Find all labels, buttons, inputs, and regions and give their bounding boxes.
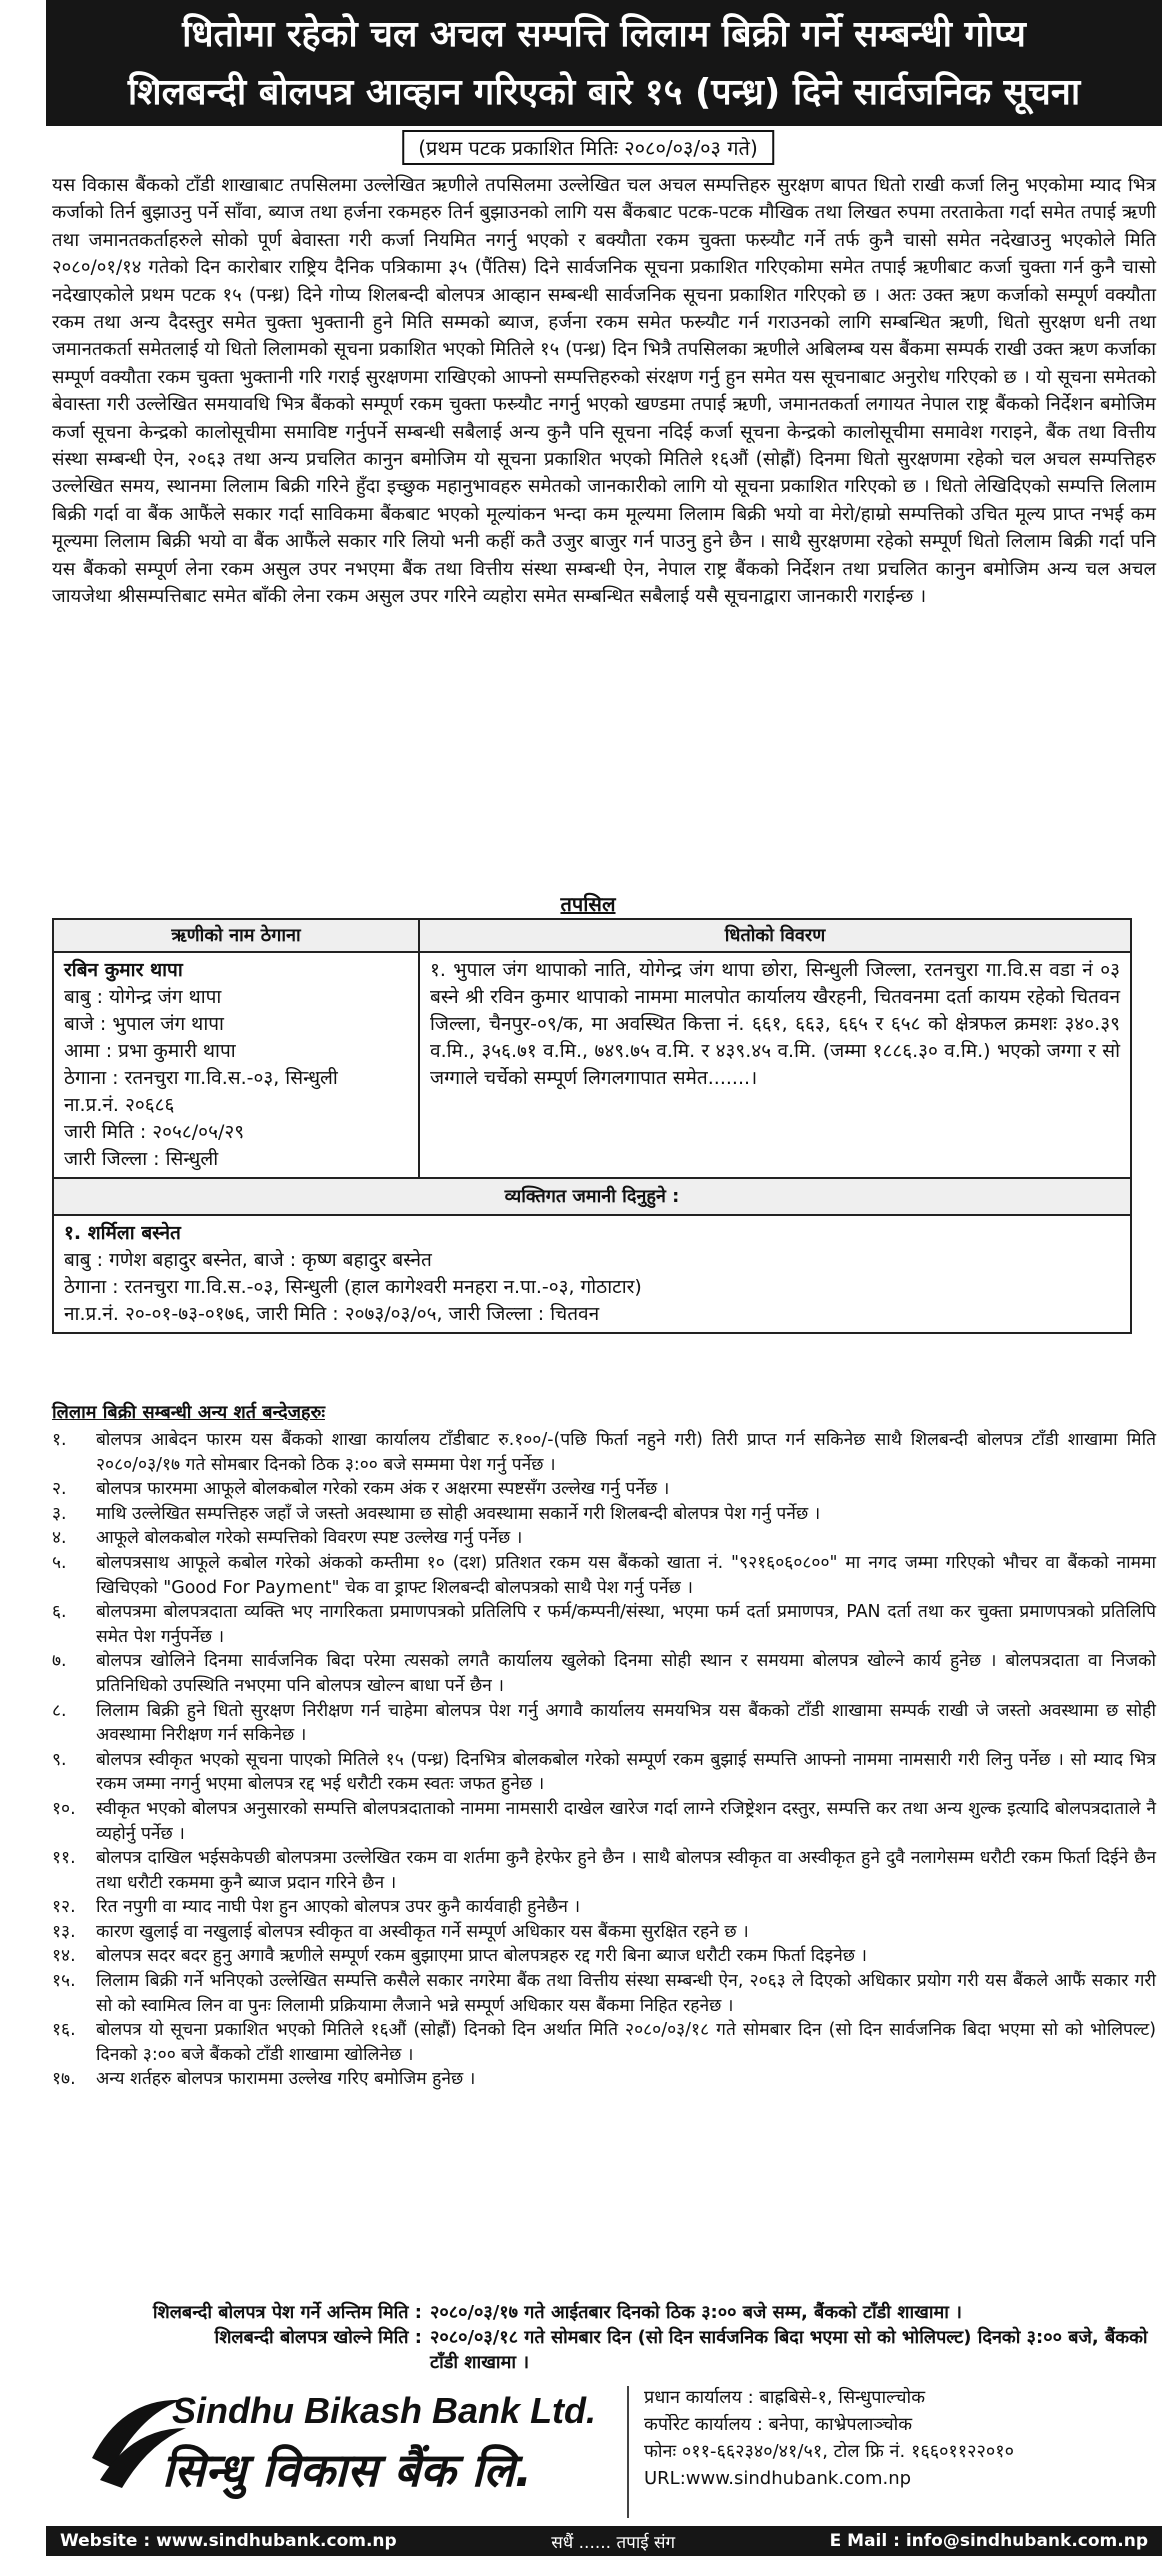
header-line-1: धितोमा रहेको चल अचल सम्पत्ति लिलाम बिक्री गर्ने सम्बन्धी गोप्य [182, 14, 1026, 55]
schedule-label: तपसिल [560, 892, 616, 916]
guarantor-line-3: ना.प्र.नं. २०-०१-७३-०१७६, जारी मिति : २०७३/०३/०५, जारी जिल्ला : चितवन [64, 1303, 600, 1325]
borrower-mother: आमा : प्रभा कुमारी थापा [64, 1040, 236, 1062]
condition-text: बोलपत्र स्वीकृत भएको सूचना पाएको मितिले १५ (पन्ध्र) दिनभित्र बोलकबोल गरेको सम्पूर्ण रकम बुझाई सम्पत्ति आफ्नो नाममा नामसारी गरी लिनु पर्नेछ । सो म्याद भित्र रकम जम्मा नगर्नु भएमा बोलपत्र रद्द भई धरौटी रकम स्वतः जफत हुनेछ । [96, 1749, 1156, 1795]
guarantor-header: व्यक्तिगत जमानी दिनुहुने : [53, 1178, 1131, 1215]
list-item [52, 2018, 1156, 2067]
submit-deadline-row [52, 2300, 1156, 2325]
condition-number: १७. [52, 2069, 76, 2090]
condition-text: कारण खुलाई वा नखुलाई बोलपत्र स्वीकृत वा अस्वीकृत गर्ने सम्पूर्ण अधिकार यस बैंकमा सुरक्षित रहने छ । [96, 1921, 749, 1942]
intro-paragraph: यस विकास बैंकको टाँडी शाखाबाट तपसिलमा उल्लेखित ऋणीले तपसिलमा उल्लेखित चल अचल सम्पत्तिहरु सुरक्षण बापत धितो राखी कर्जा लिनु भएकोमा म्याद भित्र कर्जाको तिर्न बुझाउनु पर्ने साँवा, ब्याज तथा हर्जना रकमहरु तिर्न बुझाउनको लागि यस बैंकबाट पटक-पटक मौखिक तथा लिखत रुपमा तरताकेता गर्दा समेत तपाई ऋणी तथा जमानतकर्ताहरुले सोको पूर्ण बेवास्ता गरी कर्जा नियमित नगर्नु भएको र बक्यौता रकम चुक्ता फस्र्यौट गर्ने तर्फ कुनै चासो समेत नदेखाउनु भएकोले मिति २०८०/०१/१४ गतेको दिन कारोबार राष्ट्रिय दैनिक पत्रिकामा ३५ (पैंतिस) दिने सार्वजनिक सूचना प्रकाशित गरिएकोमा समेत तपाई ऋणीबाट कर्जा चुक्ता गर्न कुनै चासो नदेखाएकोले प्रथम पटक १५ (पन्ध्र) दिने गोप्य शिलबन्दी बोलपत्र आव्हान सम्बन्धी सार्वजनिक सूचना प्रकाशित गरिएको छ । अतः उक्त ऋण कर्जाको सम्पूर्ण वक्यौता रकम तथा अन्य दैदस्तुर समेत चुक्ता भुक्तानी हुने मिति सम्मको ब्याज, हर्जना रकम समेत फस्र्यौट गर्न गराउनको लागि सम्बन्धित ऋणी, धितो सुरक्षण धनी तथा जमानतकर्ता समेतलाई यो धितो लिलामको सूचना प्रकाशित भएको मितिले १५ (पन्ध्र) दिन भित्रै तपसिलका ऋणीले अबिलम्ब यस बैंकमा सम्पर्क राखी उक्त ऋण कर्जाका सम्पूर्ण वक्यौता रकम चुक्ता भुक्तानी गरि गराई सुरक्षणमा राखिएको आफ्नो सम्पत्तिहरुको संरक्षण गर्नु हुन समेत यस सूचनाबाट अनुरोध गरिएको छ । यो सूचना समेतको बेवास्ता गरी उल्लेखित समयावधि भित्र बैंकको सम्पूर्ण रकम चुक्ता फस्र्यौट नगर्नु भएको खण्डमा तपाई ऋणी, जमानतकर्ता लगायत नेपाल राष्ट्र बैंकको निर्देशन बमोजिम कर्जा सूचना केन्द्रको कालोसूचीमा समाविष्ट गर्नुपर्ने सम्बन्धी सबैलाई अन्य कुनै पनि सूचना नदिई कर्जा सूचना केन्द्रको कालोसूचीमा समावेश गराइने, बैंक तथा वित्तीय संस्था सम्बन्धी ऐन, २०६३ तथा अन्य प्रचलित कानुन बमोजिम यो सूचना प्रकाशित भएको मितिले १६औं (सोह्रौं) दिनमा धितो सुरक्षणमा रहेको चल अचल सम्पत्तिहरु उल्लेखित समय, स्थानमा लिलाम बिक्री गरिने हुँदा इच्छुक महानुभावहरु समेतको जानकारीको लागि यो सूचना प्रकाशित गरिएको छ । धितो लेखिदिएको सम्पत्ति लिलाम बिक्री गर्दा वा बैंक आफैंले सकार गर्दा साविकमा बैंकबाट भएको मूल्यांकन भन्दा कम मूल्यमा लिलाम बिक्री भयो वा मेरो/हाम्रो सम्पत्तिको उचित मूल्य प्राप्त नभई कम मूल्यमा लिलाम बिक्री भयो वा बैंक आफैंले सकार गरि लियो भनी कहीं कतै उजुर बाजुर गर्न पाउनु हुने छैन । साथै सुरक्षणमा रहेको सम्पूर्ण धितो लिलाम बिक्री गर्दा पनि यस बैंकको सम्पूर्ण लेना रकम असुल उपर नभएमा बैंक तथा वित्तीय संस्था सम्बन्धी ऐन, नेपाल राष्ट्र बैंकको निर्देशन तथा प्रचलित कानुन बमोजिम अन्य चल अचल जायजेथा श्रीसम्पत्तिबाट समेत बाँकी लेना रकम असुल उपर गरिने व्यहोरा समेत सम्बन्धित सबैलाई यसै सूचनाद्वारा जानकारी गराईन्छ । [52, 175, 1156, 608]
submit-deadline-value: २०८०/०३/१७ गते आईतबार दिनको ठिक ३:०० बजे सम्म, बैंकको टाँडी शाखामा । [430, 2302, 963, 2323]
table-header-row [53, 919, 1131, 952]
corporate-office: कर्पोरेट कार्यालय : बनेपा, काभ्रेपलाञ्चोक [644, 2414, 913, 2435]
collateral-column-header: धितोको विवरण [419, 919, 1131, 952]
condition-number: १०. [52, 1798, 76, 1819]
list-item [52, 1969, 1156, 2018]
opening-date-value: २०८०/०३/१८ गते सोमबार दिन (सो दिन सार्वजनिक बिदा भएमा सो को भोलिपल्ट) दिनको ३:०० बजे, बैंकको टाँडी शाखामा । [430, 2327, 1148, 2373]
condition-number: १४. [52, 1946, 76, 1967]
list-item [52, 1895, 1156, 1920]
list-item [52, 1797, 1156, 1846]
list-item [52, 1551, 1156, 1600]
notice-header [46, 0, 1162, 126]
head-office: प्रधान कार्यालय : बाह्रबिसे-१, सिन्धुपाल्चोक [644, 2387, 926, 2408]
borrower-grandfather: बाजे : भुपाल जंग थापा [64, 1013, 224, 1035]
borrower-issue-date: जारी मिति : २०५८/०५/२९ [64, 1121, 245, 1143]
condition-text: अन्य शर्तहरु बोलपत्र फाराममा उल्लेख गरिए बमोजिम हुनेछ । [96, 2069, 476, 2090]
condition-text: माथि उल्लेखित सम्पत्तिहरु जहाँ जे जस्तो अवस्थामा छ सोही अवस्थामा सकार्ने गरी शिलबन्दी बोलपत्र पेश गर्नु पर्नेछ । [96, 1503, 821, 1524]
bank-name-nepali: सिन्धु विकास बैंक लि. [162, 2443, 533, 2497]
condition-number: ८. [52, 1700, 67, 1721]
condition-number: १५. [52, 1971, 76, 1992]
condition-number: ९. [52, 1749, 67, 1770]
condition-text: बोलपत्र खोलिने दिनमा सार्वजनिक बिदा परेमा त्यसको लगतै कार्यालय खुलेको दिनमा सोही स्थान र समयमा बोलपत्र खोल्ने कार्य हुनेछ । बोलपत्रदाता वा निजको प्रतिनिधिको उपस्थिति नभएमा पनि बोलपत्र खोल्न बाधा पर्ने छैन । [96, 1651, 1156, 1696]
list-item [52, 1699, 1156, 1748]
condition-text: लिलाम बिक्री हुने धितो सुरक्षण निरीक्षण गर्न चाहेमा बोलपत्र पेश गर्नु अगावै कार्यालय समयभित्र यस बैंकको टाँडी शाखामा सम्पर्क राखी जे जस्तो अवस्थामा छ सोही अवस्थामा निरीक्षण गर्न सकिनेछ । [96, 1700, 1156, 1746]
condition-number: ५. [52, 1552, 67, 1573]
condition-number: २. [52, 1479, 67, 1500]
table-row [53, 1215, 1131, 1333]
bank-url: URL:www.sindhubank.com.np [644, 2468, 912, 2489]
borrower-cell [53, 952, 419, 1178]
condition-text: बोलपत्र फारममा आफूले बोलकबोल गरेको रकम अंक र अक्षरमा स्पष्टसँग उल्लेख गर्नु पर्नेछ । [96, 1479, 670, 1500]
condition-text: रित नपुगी वा म्याद नाघी पेश हुन आएको बोलपत्र उपर कुनै कार्यवाही हुनेछैन । [96, 1897, 581, 1918]
footer-divider [627, 2386, 629, 2518]
footer-website: Website : www.sindhubank.com.np [60, 2531, 397, 2551]
bottom-bar [46, 2526, 1162, 2556]
list-item [52, 1944, 1156, 1969]
bank-name-english: Sindhu Bikash Bank Ltd. [172, 2390, 597, 2431]
conditions-title: लिलाम बिक्री सम्बन्धी अन्य शर्त बन्देजहरुः [52, 1402, 325, 1423]
first-publish-date: (प्रथम पटक प्रकाशित मितिः २०८०/०३/०३ गते) [402, 130, 774, 165]
condition-text: बोलपत्रसाथ आफूले कबोल गरेको अंकको कम्तीमा १० (दश) प्रतिशत रकम यस बैंकको खाता नं. "९२१६०६०८००" मा नगद जम्मा गरिएको भौचर वा बैंकको नाममा खिचिएको "Good For Payment" चेक वा ड्राफ्ट शिलबन्दी बोलपत्रको साथै पेश गर्नु पर्नेछ । [96, 1552, 1156, 1598]
list-item [52, 1526, 1156, 1551]
deadline-block [52, 2300, 1156, 2375]
condition-number: ४. [52, 1528, 67, 1549]
borrower-column-header: ऋणीको नाम ठेगाना [53, 919, 419, 952]
borrower-issue-district: जारी जिल्ला : सिन्धुली [64, 1148, 219, 1170]
condition-text: बोलपत्र यो सूचना प्रकाशित भएको मितिले १६औं (सोह्रौं) दिनको दिन अर्थात मिति २०८०/०३/१८ गते सोमबार दिन (सो दिन सार्वजनिक बिदा भएमा सो को भोलिपल्ट) दिनको ३:०० बजे बैंकको टाँडी शाखामा खोलिनेछ । [96, 2020, 1156, 2065]
condition-text: बोलपत्र आबेदन फारम यस बैंकको शाखा कार्यालय टाँडीबाट रु.१००/-(पछि फिर्ता नहुने गरी) तिरी प्राप्त गर्न सकिनेछ साथै शिलबन्दी बोलपत्र टाँडी शाखामा मिति २०८०/०३/१७ गते सोमबार दिनको ठिक ३:०० बजे सम्ममा पेश गर्नु पर्नेछ । [96, 1430, 1156, 1475]
condition-text: स्वीकृत भएको बोलपत्र अनुसारको सम्पत्ति बोलपत्रदाताको नाममा नामसारी दाखेल खारेज गर्दा लाग्ने रजिष्ट्रेशन दस्तुर, सम्पत्ति कर तथा अन्य शुल्क इत्यादि बोलपत्रदाताले नै व्यहोर्नु पर्नेछ । [96, 1798, 1156, 1844]
opening-date-row [52, 2325, 1156, 2375]
condition-number: ६. [52, 1602, 67, 1623]
condition-number: ११. [52, 1848, 76, 1869]
condition-text: आफूले बोलकबोल गरेको सम्पत्तिको विवरण स्पष्ट उल्लेख गर्नु पर्नेछ । [96, 1528, 523, 1549]
bank-footer [52, 2380, 1156, 2530]
condition-number: १६. [52, 2020, 76, 2041]
list-item [52, 1920, 1156, 1945]
list-item [52, 1748, 1156, 1797]
bank-contact [644, 2384, 1014, 2492]
opening-date-label: शिलबन्दी बोलपत्र खोल्ने मिति : [214, 2327, 422, 2348]
list-item [52, 2067, 1156, 2092]
footer-email: E Mail : info@sindhubank.com.np [829, 2531, 1148, 2551]
list-item [52, 1477, 1156, 1502]
header-line-2: शिलबन्दी बोलपत्र आव्हान गरिएको बारे १५ (पन्ध्र) दिने सार्वजनिक सूचना [127, 72, 1081, 113]
condition-text: बोलपत्र दाखिल भईसकेपछी बोलपत्रमा उल्लेखित रकम वा शर्तमा कुनै हेरफेर हुने छैन । साथै बोलपत्र स्वीकृत वा अस्वीकृत हुने दुवै नलागेसम्म धरौटी रकम फिर्ता दिईने छैन तथा धरौटी रकममा कुनै ब्याज प्रदान गरिने छैन । [96, 1848, 1156, 1893]
condition-number: ७. [52, 1651, 67, 1672]
condition-text: बोलपत्रमा बोलपत्रदाता व्यक्ति भए नागरिकता प्रमाणपत्रको प्रतिलिपि र फर्म/कम्पनी/संस्था, भएमा फर्म दर्ता प्रमाणपत्र, PAN दर्ता तथा कर चुक्ता प्रमाणपत्रको प्रतिलिपि समेत पेश गर्नुपर्नेछ । [96, 1602, 1156, 1647]
borrower-address: ठेगाना : रतनचुरा गा.वि.स.-०३, सिन्धुली [64, 1067, 338, 1089]
borrower-father: बाबु : योगेन्द्र जंग थापा [64, 986, 222, 1008]
details-table [52, 918, 1132, 1334]
guarantor-cell [53, 1215, 1131, 1333]
condition-number: १२. [52, 1897, 76, 1918]
guarantor-header-row [53, 1178, 1131, 1215]
borrower-citizenship: ना.प्र.नं. २०६८६ [64, 1094, 175, 1116]
list-item [52, 1649, 1156, 1698]
condition-number: १३. [52, 1921, 76, 1942]
footer-slogan: सधैं ...... तपाई संग [551, 2532, 676, 2553]
list-item [52, 1428, 1156, 1477]
guarantor-name: १. शर्मिला बस्नेत [64, 1222, 181, 1244]
submit-deadline-label: शिलबन्दी बोलपत्र पेश गर्ने अन्तिम मिति : [152, 2302, 422, 2323]
borrower-name: रबिन कुमार थापा [64, 959, 183, 981]
guarantor-line-1: बाबु : गणेश बहादुर बस्नेत, बाजे : कृष्ण बहादुर बस्नेत [64, 1249, 432, 1271]
collateral-cell: १. भुपाल जंग थापाको नाति, योगेन्द्र जंग थापा छोरा, सिन्धुली जिल्ला, रतनचुरा गा.वि.स वडा नं ०३ बस्ने श्री रविन कुमार थापाको नाममा मालपोत कार्यालय खैरहनी, चितवनमा दर्ता कायम रहेको चितवन जिल्ला, चैनपुर-०९/क, मा अवस्थित कित्ता नं. ६६१, ६६३, ६६५ र ६५८ को क्षेत्रफल क्रमशः ३४०.३९ व.मि., ३५६.७१ व.मि., ७४९.७५ व.मि. र ४३९.४५ व.मि. (जम्मा १८८६.३० व.मि.) भएको जग्गा र सो जग्गाले चर्चेको सम्पूर्ण लिगलगापात समेत.......। [419, 952, 1131, 1178]
conditions-list [52, 1428, 1156, 2092]
table-row [53, 952, 1131, 1178]
condition-text: बोलपत्र सदर बदर हुनु अगावै ऋणीले सम्पूर्ण रकम बुझाएमा प्राप्त बोलपत्रहरु रद्द गरी बिना ब्याज धरौटी रकम फिर्ता दिइनेछ । [96, 1946, 868, 1967]
list-item [52, 1600, 1156, 1649]
guarantor-line-2: ठेगाना : रतनचुरा गा.वि.स.-०३, सिन्धुली (हाल कागेश्वरी मनहरा न.पा.-०३, गोठाटार) [64, 1276, 642, 1298]
list-item [52, 1502, 1156, 1527]
condition-text: लिलाम बिक्री गर्ने भनिएको उल्लेखित सम्पत्ति कसैले सकार नगरेमा बैंक तथा वित्तीय संस्था सम्बन्धी ऐन, २०६३ ले दिएको अधिकार प्रयोग गरी यस बैंकले आफैं सकार गरी सो को स्वामित्व लिन वा पुनः लिलामी प्रक्रियामा लैजाने भन्ने सम्पूर्ण अधिकार यस बैंकमा निहित रहनेछ । [96, 1971, 1156, 2016]
condition-number: १. [52, 1430, 67, 1450]
list-item [52, 1846, 1156, 1895]
condition-number: ३. [52, 1503, 67, 1524]
phone-numbers: फोनः ०११-६६२३४०/४१/५१, टोल फ्रि नं. १६६०११२२०१० [644, 2441, 1014, 2462]
